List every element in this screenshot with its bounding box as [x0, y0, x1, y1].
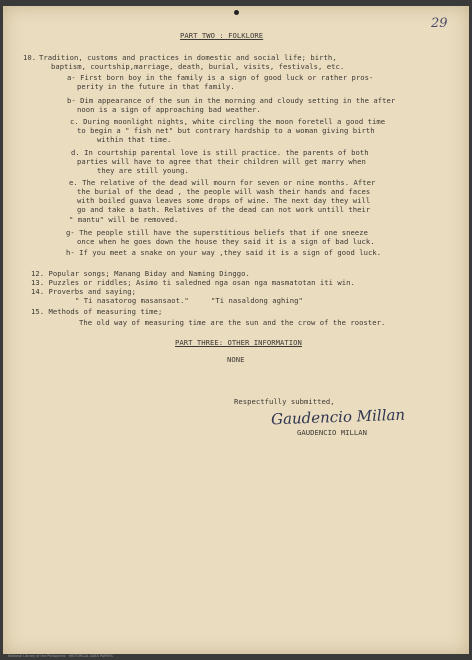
item-10-number: 10.	[23, 53, 37, 62]
item-10g-line: once when he goes down the house they said it is a sign of bad luck.	[77, 237, 375, 246]
item-14-proverb: "Ti nasaldong aghing"	[211, 296, 303, 305]
part-three-heading: PART THREE: OTHER INFORMATION	[175, 338, 302, 347]
item-15-heading: 15. Methods of measuring time;	[31, 307, 163, 316]
item-10d-line: they are still young.	[97, 166, 189, 175]
item-10b-line: noon is a sign of approaching bad weather.	[77, 105, 261, 114]
item-13: 13. Puzzles or riddles; Asimo ti saledned nga osan nga masmatotan iti win.	[31, 278, 355, 287]
item-10e-line: " mantu" will be removed.	[69, 215, 179, 224]
item-14-heading: 14. Proverbs and saying;	[31, 287, 137, 296]
page-number: 29	[431, 16, 448, 31]
item-10a-line: a- First born boy in the family is a sign of good luck or rather pros-	[67, 73, 374, 82]
item-10-line: Tradition, customs and practices in domestic and social life; birth,	[39, 53, 337, 62]
item-10b-line: b- Dim appearance of the sun in the morning and cloudy setting in the after	[67, 96, 396, 105]
handwritten-signature: Gaudencio Millan	[270, 405, 406, 429]
item-12: 12. Popular songs; Manang Biday and Naming Dinggo.	[31, 269, 250, 278]
none-text: NONE	[227, 355, 245, 364]
item-10h-line: h- If you meet a snake on your way ,they said it is a sign of good luck.	[66, 248, 382, 257]
item-10-line: baptism, courtship,marriage, death, burial, visits, festivals, etc.	[51, 62, 345, 71]
item-10d-line: parties will have to agree that their children will get marry when	[77, 157, 366, 166]
item-10g-line: g- The people still have the superstitious beliefs that if one sneeze	[66, 228, 369, 237]
item-10e-line: go and take a bath. Relatives of the dead can not work untill their	[77, 205, 371, 214]
signer-name: GAUDENCIO MILLAN	[297, 428, 368, 437]
item-10d-line: d. In courtship parental love is still practice. the parents of both	[71, 148, 369, 157]
closing-text: Respectfully submitted,	[234, 397, 335, 406]
item-10c-line: to begin a " fish net" but contrary hardship to a woman giving birth	[77, 126, 375, 135]
item-15-text: The old way of measuring time are the sun and the crow of the rooster.	[79, 318, 386, 327]
item-10e-line: the burial of the dead , the people will wash their hands and faces	[77, 187, 371, 196]
item-14-proverb: " Ti nasatorog masansaot."	[75, 296, 189, 305]
document-page	[3, 6, 469, 654]
archive-footer: National Library of the Philippines · HISTORICAL DATA PAPERS	[8, 654, 113, 658]
item-10a-line: perity in the future in that family.	[77, 82, 235, 91]
item-10c-line: within that time.	[97, 135, 172, 144]
binding-hole	[234, 10, 239, 15]
item-10c-line: c. During moonlight nights, white circling the moon foretell a good time	[70, 117, 386, 126]
item-10e-line: e. The relative of the dead will mourn for seven or nine months. After	[69, 178, 376, 187]
item-10e-line: with boiled guava leaves some drops of wine. The next day they will	[77, 196, 371, 205]
part-two-heading: PART TWO : FOLKLORE	[180, 31, 264, 40]
